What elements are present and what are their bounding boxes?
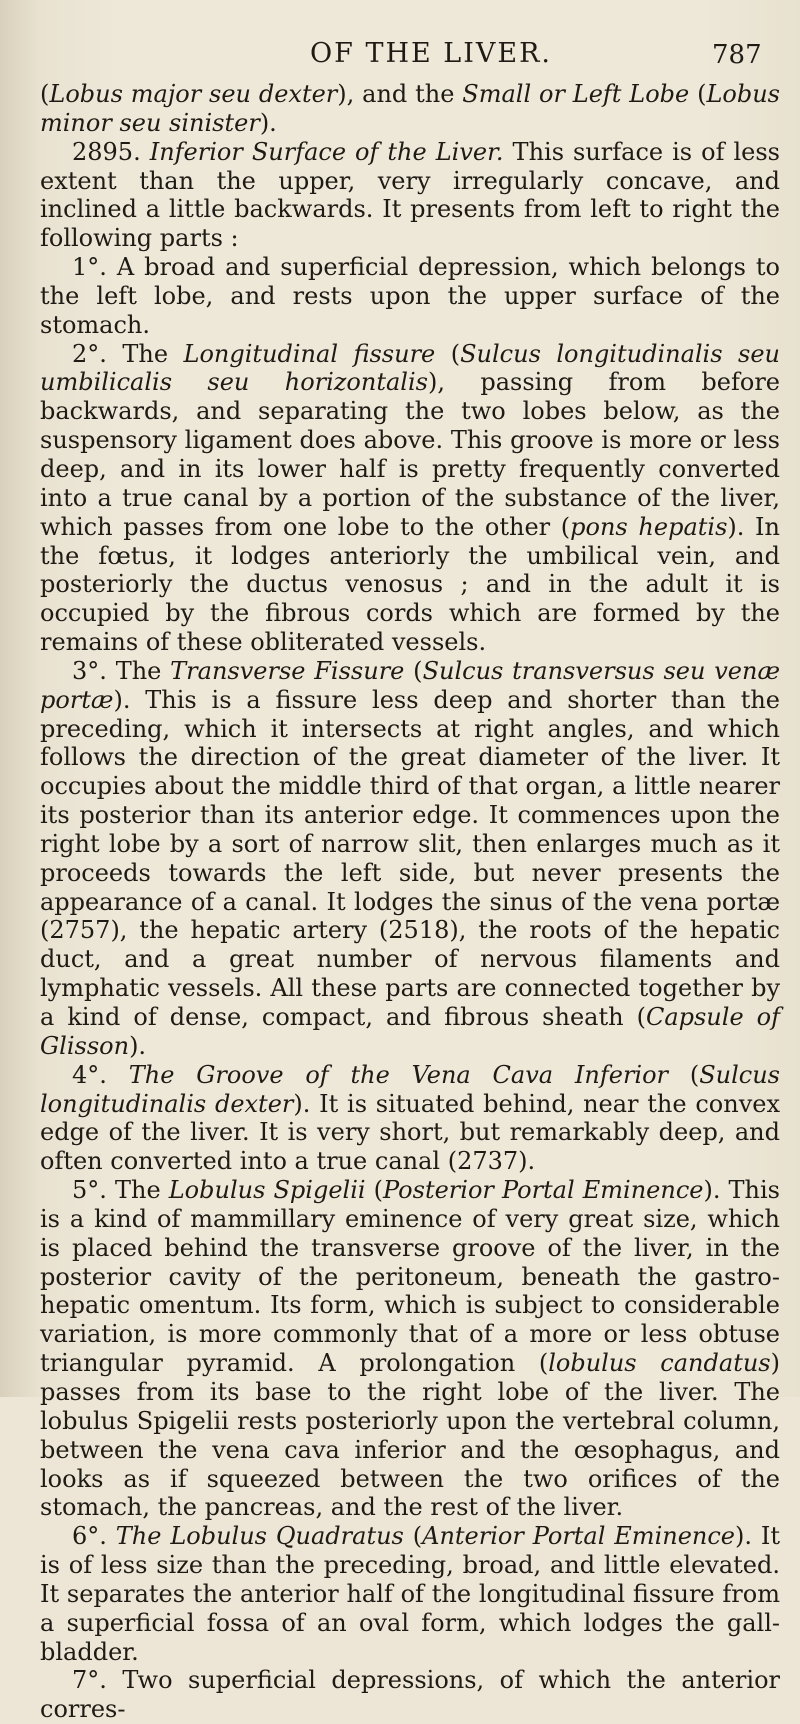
text-run: ), and the (337, 80, 463, 108)
paragraph-item-7-superficial-depressions (40, 1666, 780, 1724)
italic-run: Sulcus longitudinalis dexter (40, 1060, 780, 1118)
italic-run: Lobulus Spigelii (168, 1176, 366, 1205)
text-run: ). (259, 108, 277, 137)
paragraph-item-6-lobulus-quadratus (40, 1522, 780, 1666)
italic-run: Inferior Surface of the Liver. (149, 137, 504, 166)
italic-run: Posterior Portal Eminence (383, 1176, 704, 1205)
italic-run: Sulcus transversus seu venæ portæ (40, 656, 781, 714)
text-run: ). (129, 1031, 147, 1060)
text-run: 4°. (72, 1060, 129, 1089)
italic-run: Transverse Fissure (170, 656, 405, 685)
text-run: 6°. (72, 1522, 116, 1551)
text-run: ) passes from its base to the right lobe of the liver. The lobulus Spigelii rests posteriorly upon the vertebral column, between the vena cava inferior and the œsophagus, and looks as if squeezed between the two orifices of the stomach, the pancreas, and the rest of the liver. (40, 1349, 780, 1522)
paragraph-item-1 (40, 253, 780, 340)
paragraph-item-5-lobulus-spigelii (40, 1176, 780, 1522)
text-run: 7°. Two superficial depressions, of which the anterior corres- (40, 1666, 780, 1724)
italic-run: Sulcus longitudinalis seu umbilicalis seu horizontalis (40, 339, 781, 397)
text-run: ( (435, 339, 461, 368)
italic-run: The Lobulus Quadratus (115, 1522, 404, 1551)
italic-run: Lobus major seu dexter (49, 80, 338, 108)
italic-run: pons hepatis (570, 512, 728, 541)
body-text (40, 80, 780, 1724)
text-run: 1°. A broad and superficial depression, which belongs to the left lobe, and rests upon the upper surface of the stomach. (40, 253, 780, 339)
running-header (0, 38, 800, 74)
text-run: 3°. The (72, 656, 171, 685)
paragraph-item-4-vena-cava-groove (40, 1061, 780, 1176)
italic-run: Lobus minor seu sinister (40, 80, 780, 137)
text-run: 5°. The (72, 1176, 169, 1205)
italic-run: Longitudinal fissure (183, 339, 436, 368)
text-run: ), passing from before backwards, and separating the two lobes below, as the suspensory ligament does above. This groove is more or less deep, and in its lower half is pretty frequently converted into a true canal by a portion of the substance of the liver, which passes from one lobe to the other ( (40, 368, 780, 541)
text-run: 2°. The (72, 339, 184, 368)
italic-run: Capsule of Glisson (40, 1003, 780, 1060)
text-run: ( (40, 80, 50, 108)
text-run: ). It is situated behind, near the convex edge of the liver. It is very short, but remarkably deep, and often converted into a true canal (2737). (40, 1089, 780, 1176)
paragraph-2895-inferior-surface (40, 138, 780, 253)
running-title: OF THE LIVER. (310, 38, 553, 69)
page-number: 787 (712, 40, 762, 70)
text-run: ( (668, 1060, 700, 1089)
text-run: ). This is a kind of mammillary eminence of very great size, which is placed behind the transverse groove of the liver, in the posterior cavity of the peritoneum, beneath the gastro-hepatic omentum. Its form, which is subject to considerable variation, is more commonly that of a more or less obtuse triangular pyramid. A prolongation ( (40, 1176, 780, 1378)
italic-run: lobulus candatus (548, 1349, 771, 1378)
text-run: 2895. (72, 137, 150, 166)
text-run: ( (689, 80, 707, 108)
text-run: ( (365, 1176, 383, 1205)
paragraph-item-3-transverse-fissure (40, 657, 780, 1061)
paragraph-item-2-longitudinal-fissure (40, 340, 780, 657)
text-run: ( (403, 1522, 423, 1551)
paragraph-continuation (40, 80, 780, 138)
text-run: This surface is of less extent than the upper, very irregularly concave, and inclined a little backwards. It presents from left to right the following parts : (40, 137, 780, 253)
text-run: ). It is of less size than the preceding, broad, and little elevated. It separates the anterior half of the longitudinal fissure from a superficial fossa of an oval form, which lodges the gall-bladder. (40, 1522, 781, 1666)
text-run: ). This is a fissure less deep and shorter than the preceding, which it intersects at right angles, and which follows the direction of the great diameter of the liver. It occupies about the middle third of that organ, a little nearer its posterior than its anterior edge. It commences upon the right lobe by a sort of narrow slit, then enlarges much as it proceeds towards the left side, but never presents the appearance of a canal. It lodges the sinus of the vena portæ (2757), the hepatic artery (2518), the roots of the hepatic duct, and a great number of nervous filaments and lymphatic vessels. All these parts are connected together by a kind of dense, compact, and fibrous sheath ( (40, 685, 780, 1031)
italic-run: The Groove of the Vena Cava Inferior (128, 1060, 669, 1089)
italic-run: Anterior Portal Eminence (422, 1522, 736, 1551)
text-run: ). In the fœtus, it lodges anteriorly the umbilical vein, and posteriorly the ductus venosus ; and in the adult it is occupied by the fibrous cords which are formed by the remains of these obliterated vessels. (40, 512, 780, 657)
text-run: ( (404, 656, 423, 685)
italic-run: Small or Left Lobe (462, 80, 690, 108)
